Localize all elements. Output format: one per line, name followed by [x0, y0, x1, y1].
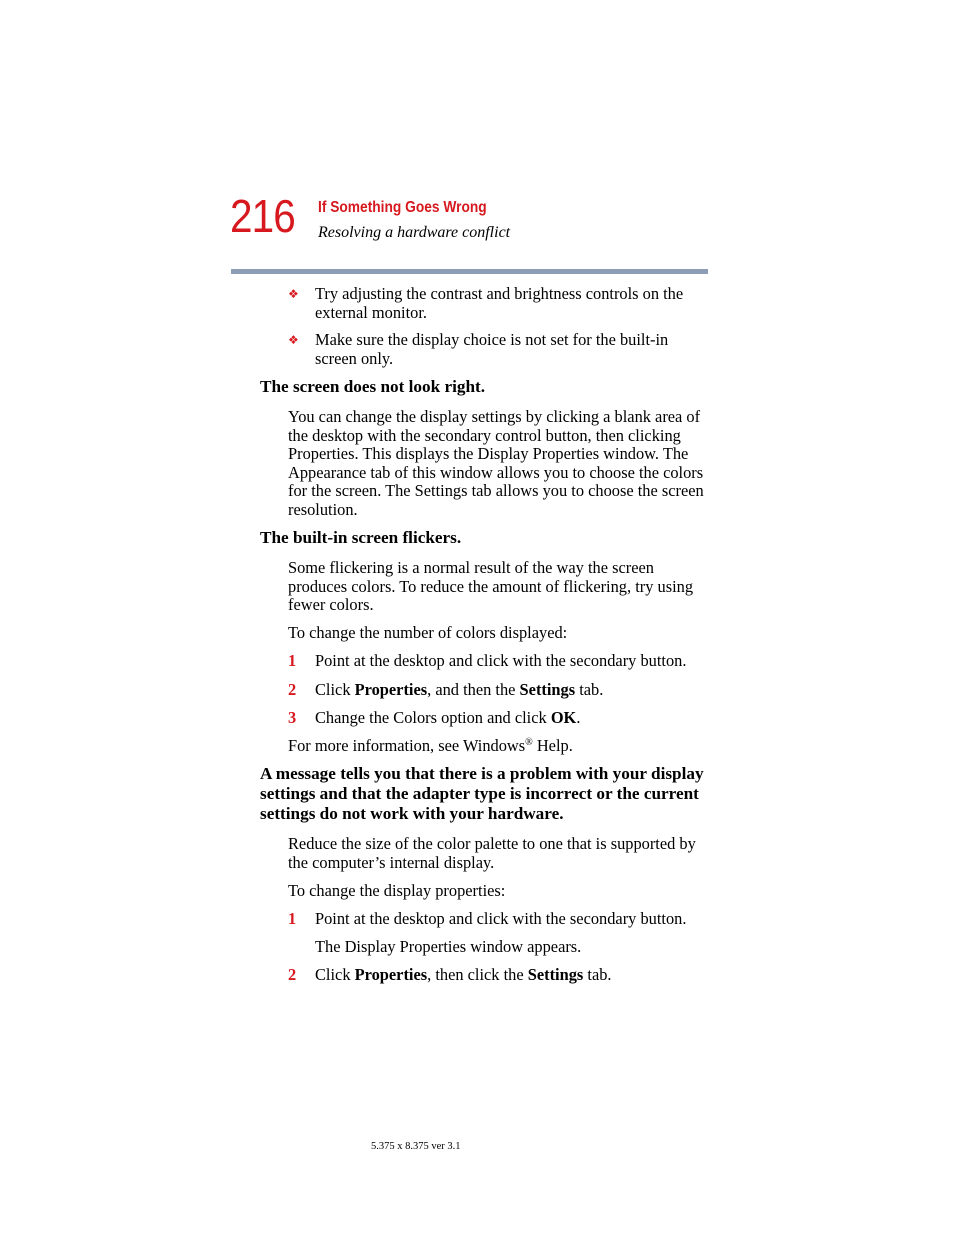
step-text: Point at the desktop and click with the secondary button.: [315, 909, 687, 928]
diamond-bullet-icon: ❖: [288, 333, 299, 347]
step-number: 2: [288, 680, 297, 699]
step-number: 2: [288, 965, 297, 984]
ui-term-settings: Settings: [519, 680, 576, 699]
step-item: [288, 910, 708, 929]
header-rule: [231, 269, 708, 274]
section-title: Resolving a hardware conflict: [318, 224, 511, 241]
step-text-part: tab.: [583, 965, 612, 984]
page-number: 216: [230, 190, 295, 242]
footer-version: 5.375 x 8.375 ver 3.1: [371, 1141, 461, 1152]
bullet-item: [288, 331, 708, 368]
paragraph-color-palette: Reduce the size of the color palette to one that is supported by the computer’s internal display.: [288, 834, 696, 872]
step-text-part: tab.: [575, 680, 604, 699]
step-number: 3: [288, 708, 297, 727]
more-info-text: Help.: [532, 736, 573, 755]
paragraph-colors-intro: To change the number of colors displayed:: [288, 623, 568, 642]
bullet-text: Try adjusting the contrast and brightness controls on the external monitor.: [315, 284, 684, 322]
ui-term-properties: Properties: [354, 965, 428, 984]
registered-mark: ®: [525, 737, 533, 748]
ui-term-ok: OK: [550, 708, 577, 727]
step-number: 1: [288, 651, 297, 670]
step-text-part: , and then the: [427, 680, 520, 699]
bullet-item: [288, 285, 708, 322]
paragraph-flickering: Some flickering is a normal result of the way the screen produces colors. To reduce the amount of flickering, try using fewer colors.: [288, 558, 694, 614]
bullet-text: Make sure the display choice is not set for the built-in screen only.: [315, 330, 669, 368]
heading-adapter-problem: A message tells you that there is a problem with your display settings and that the adapter type is incorrect or the current settings do not work with your hardware.: [260, 764, 704, 823]
more-info-text: For more information, see Windows: [288, 736, 526, 755]
step-text-part: Change the Colors option and click: [315, 708, 551, 727]
step-text-part: , then click the: [427, 965, 528, 984]
ui-term-settings: Settings: [527, 965, 584, 984]
step-text-part: Click: [315, 965, 355, 984]
step-text-part: .: [576, 708, 581, 727]
step-item: [288, 681, 708, 700]
paragraph-properties-intro: To change the display properties:: [288, 881, 506, 900]
diamond-bullet-icon: ❖: [288, 287, 299, 301]
step-number: 1: [288, 909, 297, 928]
heading-screen-not-right: The screen does not look right.: [260, 377, 486, 396]
step-text: Point at the desktop and click with the secondary button.: [315, 651, 687, 670]
ui-term-properties: Properties: [354, 680, 428, 699]
chapter-title: If Something Goes Wrong: [318, 199, 487, 216]
step-item: [288, 709, 708, 728]
step-text: [315, 709, 708, 728]
step-item: [288, 652, 708, 671]
step-text: [315, 966, 708, 985]
paragraph-more-info: [288, 737, 708, 756]
step-item: [288, 966, 708, 985]
paragraph-display-settings: You can change the display settings by clicking a blank area of the desktop with the secondary control button, then clicking Properties. This displays the Display Properties window. The Appearance tab of this window allows you to choose the colors for the screen. The Settings tab allows you to choose the screen resolution.: [288, 407, 704, 519]
heading-screen-flickers: The built-in screen flickers.: [260, 528, 462, 547]
step-text-part: Click: [315, 680, 355, 699]
step-text: [315, 681, 708, 700]
step-result: The Display Properties window appears.: [315, 937, 582, 956]
